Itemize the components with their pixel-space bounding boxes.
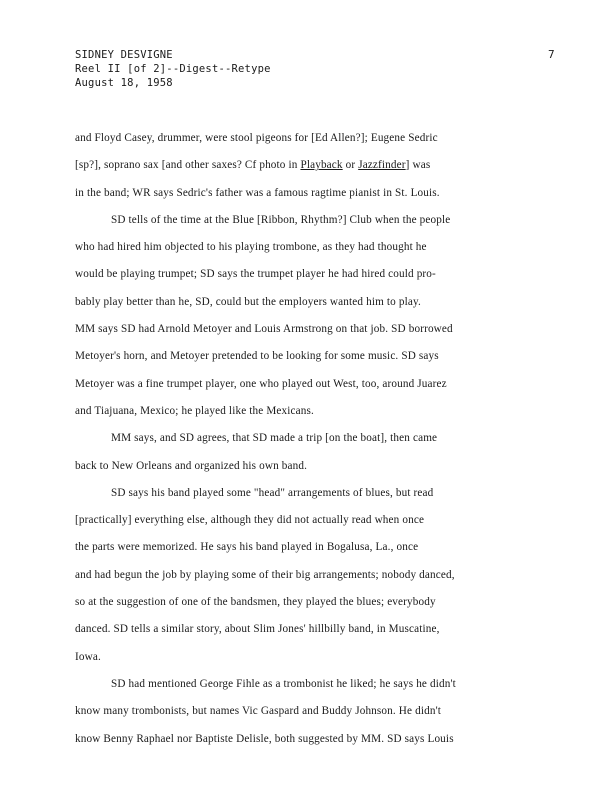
line-text: Metoyer was a fine trumpet player, one who played out West, too, around Juarez — [75, 377, 447, 390]
line-text: [sp?], soprano sax [and other saxes? Cf photo in — [75, 159, 301, 172]
text-line — [75, 425, 560, 452]
line-text: and Tiajuana, Mexico; he played like the Mexicans. — [75, 404, 314, 417]
text-line — [75, 261, 560, 288]
text-line — [75, 234, 560, 261]
text-line — [75, 616, 560, 643]
line-text: SD tells of the time at the Blue [Ribbon, Rhythm?] Club when the people — [111, 213, 451, 226]
line-text: and Floyd Casey, drummer, were stool pigeons for [Ed Allen?]; Eugene Sedric — [75, 132, 438, 144]
line-text: know Benny Raphael nor Baptiste Delisle, both suggested by MM. SD says Louis — [75, 732, 454, 745]
line-text: ] was — [405, 159, 431, 172]
text-line — [75, 562, 560, 589]
text-line — [75, 371, 560, 398]
text-line — [75, 207, 560, 234]
line-text: who had hired him objected to his playing trombone, as they had thought he — [75, 241, 427, 254]
document-header — [75, 48, 271, 90]
text-line — [75, 343, 560, 370]
text-line — [75, 453, 560, 480]
text-line — [75, 480, 560, 507]
line-text: know many trombonists, but names Vic Gaspard and Buddy Johnson. He didn't — [75, 705, 442, 718]
text-line — [75, 398, 560, 425]
line-text: SD says his band played some "head" arrangements of blues, but read — [111, 486, 434, 499]
underlined-title: Jazzfinder — [358, 159, 406, 172]
text-line — [75, 180, 560, 207]
line-text: the parts were memorized. He says his band played in Bogalusa, La., once — [75, 541, 419, 554]
text-line — [75, 289, 560, 316]
text-line — [75, 698, 560, 725]
text-line — [75, 534, 560, 561]
header-date: August 18, 1958 — [75, 77, 173, 89]
line-text: MM says, and SD agrees, that SD made a trip [on the boat], then came — [111, 432, 438, 445]
line-text: or — [342, 159, 359, 172]
line-text: [practically] everything else, although they did not actually read when once — [75, 514, 425, 527]
text-line — [75, 726, 560, 753]
line-text: bably play better than he, SD, could but the employers wanted him to play. — [75, 295, 421, 308]
text-line — [75, 125, 560, 152]
transcript-body — [75, 125, 560, 753]
text-line — [75, 644, 560, 671]
line-text: back to New Orleans and organized his own band. — [75, 459, 308, 472]
line-text: danced. SD tells a similar story, about Slim Jones' hillbilly band, in Muscatine, — [75, 623, 440, 636]
text-line — [75, 152, 560, 179]
text-line — [75, 316, 560, 343]
line-text: and had begun the job by playing some of their big arrangements; nobody danced, — [75, 568, 455, 581]
line-text: MM says SD had Arnold Metoyer and Louis Armstrong on that job. SD borrowed — [75, 323, 453, 336]
header-reel: Reel II [of 2]--Digest--Retype — [75, 63, 271, 75]
text-line — [75, 671, 560, 698]
line-text: Iowa. — [75, 650, 101, 663]
underlined-title: Playback — [300, 159, 343, 172]
page-number: 7 — [548, 48, 555, 61]
line-text: would be playing trumpet; SD says the trumpet player he had hired could pro- — [75, 268, 436, 281]
line-text: Metoyer's horn, and Metoyer pretended to be looking for some music. SD says — [75, 350, 439, 363]
header-name: SIDNEY DESVIGNE — [75, 49, 173, 61]
line-text: SD had mentioned George Fihle as a trombonist he liked; he says he didn't — [111, 677, 456, 690]
text-line — [75, 507, 560, 534]
line-text: in the band; WR says Sedric's father was a famous ragtime pianist in St. Louis. — [75, 186, 440, 199]
text-line — [75, 589, 560, 616]
line-text: so at the suggestion of one of the bandsmen, they played the blues; everybody — [75, 596, 436, 609]
